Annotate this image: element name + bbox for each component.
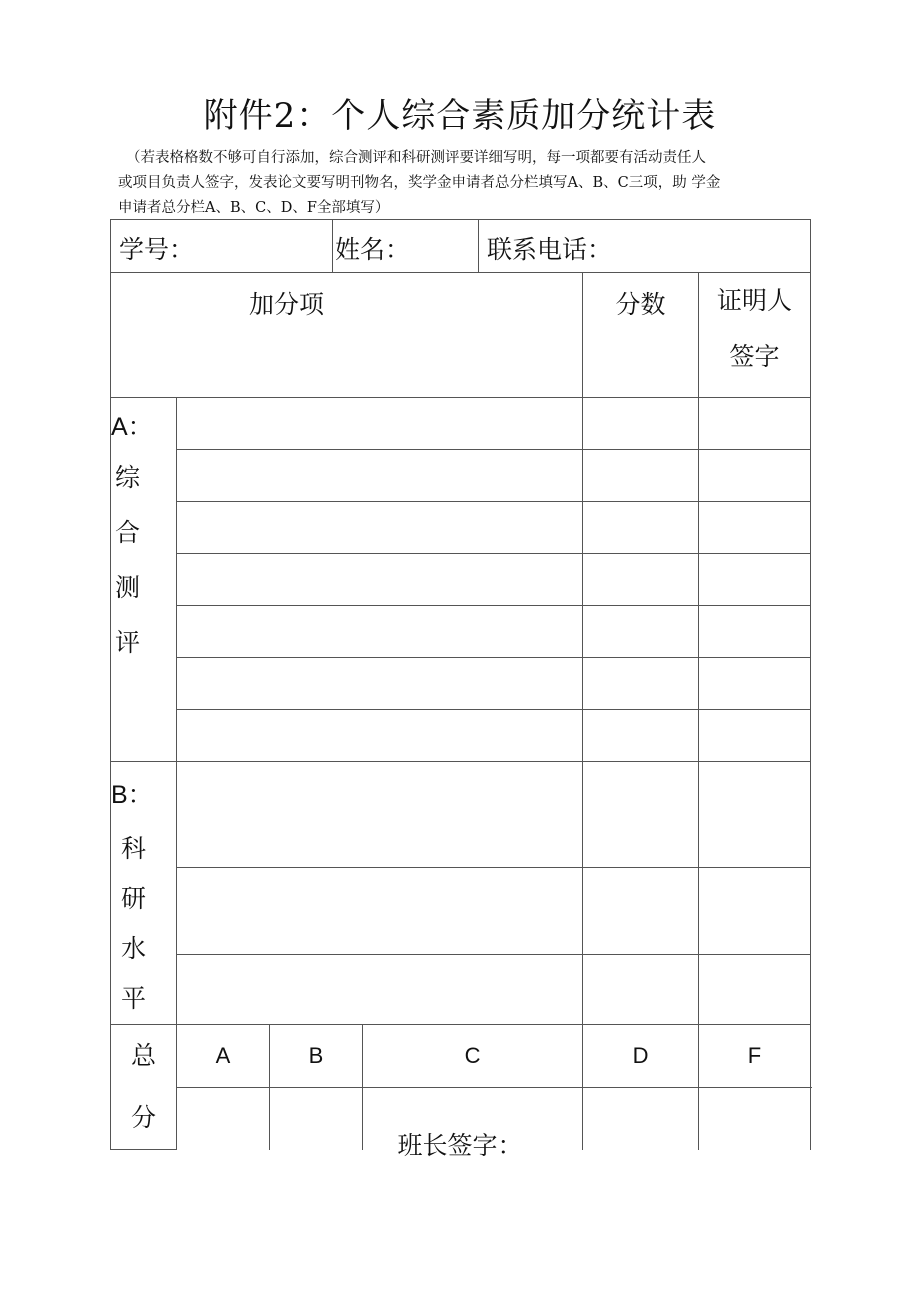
phone-label: 联系电话： bbox=[487, 235, 613, 264]
header-item-label: 加分项 bbox=[249, 290, 325, 319]
section-a-char: 测 bbox=[115, 573, 141, 602]
sign-cell[interactable] bbox=[699, 450, 811, 502]
score-cell[interactable] bbox=[583, 868, 699, 955]
section-b-label-cell bbox=[111, 762, 177, 1025]
sign-cell[interactable] bbox=[699, 955, 811, 1025]
sign-cell[interactable] bbox=[699, 554, 811, 606]
sign-cell[interactable] bbox=[699, 658, 811, 710]
score-cell[interactable] bbox=[583, 762, 699, 868]
total-char: 总 bbox=[130, 1041, 156, 1070]
score-cell[interactable] bbox=[583, 398, 699, 450]
item-cell[interactable] bbox=[177, 450, 583, 502]
header-score-cell bbox=[583, 273, 699, 398]
score-cell[interactable] bbox=[583, 658, 699, 710]
table-row bbox=[111, 762, 811, 868]
item-cell[interactable] bbox=[177, 502, 583, 554]
info-row bbox=[111, 220, 811, 273]
student-id-label: 学号： bbox=[119, 235, 195, 264]
section-b-char: 科 bbox=[121, 834, 147, 863]
item-cell[interactable] bbox=[177, 955, 583, 1025]
instructions-note bbox=[118, 146, 808, 221]
total-col-f: F bbox=[699, 1025, 811, 1088]
header-sign-cell bbox=[699, 273, 811, 398]
header-sign-line1: 证明人 bbox=[717, 286, 793, 315]
section-b-char: 平 bbox=[121, 984, 147, 1013]
item-cell[interactable] bbox=[177, 868, 583, 955]
item-cell[interactable] bbox=[177, 554, 583, 606]
section-b-char: 研 bbox=[121, 884, 147, 913]
total-col-b: B bbox=[270, 1025, 363, 1088]
header-score-label: 分数 bbox=[615, 290, 666, 319]
section-a-char: 合 bbox=[115, 518, 141, 547]
table-row bbox=[111, 955, 811, 1025]
section-b-char: 水 bbox=[121, 934, 147, 963]
score-cell[interactable] bbox=[583, 710, 699, 762]
page-title: 附件2：个人综合素质加分统计表 bbox=[203, 96, 717, 136]
total-col-d: D bbox=[583, 1025, 699, 1088]
table-row bbox=[111, 606, 811, 658]
sign-cell[interactable] bbox=[699, 606, 811, 658]
score-cell[interactable] bbox=[583, 955, 699, 1025]
section-b-label: B： bbox=[111, 781, 153, 809]
score-cell[interactable] bbox=[583, 502, 699, 554]
total-col-c: C bbox=[363, 1025, 583, 1088]
total-char: 分 bbox=[130, 1103, 156, 1132]
item-cell[interactable] bbox=[177, 762, 583, 868]
student-id-field[interactable] bbox=[111, 220, 333, 273]
sign-cell[interactable] bbox=[699, 868, 811, 955]
score-cell[interactable] bbox=[583, 606, 699, 658]
bonus-points-form bbox=[110, 219, 811, 1150]
table-row bbox=[111, 502, 811, 554]
section-a-char: 综 bbox=[115, 463, 141, 492]
table-row bbox=[111, 658, 811, 710]
item-cell[interactable] bbox=[177, 658, 583, 710]
score-cell[interactable] bbox=[583, 554, 699, 606]
section-a-char: 评 bbox=[115, 628, 141, 657]
table-row bbox=[111, 710, 811, 762]
note-line: 或项目负责人签字，发表论文要写明刊物名，奖学金申请者总分栏填写A、B、C三项，助 学金 bbox=[118, 175, 721, 191]
header-row bbox=[111, 273, 811, 398]
sign-cell[interactable] bbox=[699, 398, 811, 450]
table-row bbox=[111, 398, 811, 450]
section-a-label-cell bbox=[111, 398, 177, 762]
sign-cell[interactable] bbox=[699, 502, 811, 554]
table-row bbox=[111, 554, 811, 606]
header-item-cell bbox=[111, 273, 583, 398]
table-row bbox=[111, 868, 811, 955]
name-label: 姓名： bbox=[335, 235, 411, 264]
note-line: （若表格格数不够可自行添加，综合测评和科研测评要详细写明，每一项都要有活动责任人 bbox=[126, 150, 706, 166]
sign-cell[interactable] bbox=[699, 710, 811, 762]
item-cell[interactable] bbox=[177, 606, 583, 658]
item-cell[interactable] bbox=[177, 398, 583, 450]
item-cell[interactable] bbox=[177, 710, 583, 762]
section-a-label: A： bbox=[111, 413, 153, 441]
total-col-a: A bbox=[177, 1025, 270, 1088]
sign-cell[interactable] bbox=[699, 762, 811, 868]
monitor-signature-label: 班长签字： bbox=[397, 1131, 523, 1160]
total-header-row bbox=[111, 1025, 811, 1088]
score-cell[interactable] bbox=[583, 450, 699, 502]
note-line: 申请者总分栏A、B、C、D、F全部填写） bbox=[118, 200, 390, 216]
table-row bbox=[111, 450, 811, 502]
phone-field[interactable] bbox=[479, 220, 811, 273]
name-field[interactable] bbox=[333, 220, 479, 273]
header-sign-line2: 签字 bbox=[729, 342, 780, 371]
